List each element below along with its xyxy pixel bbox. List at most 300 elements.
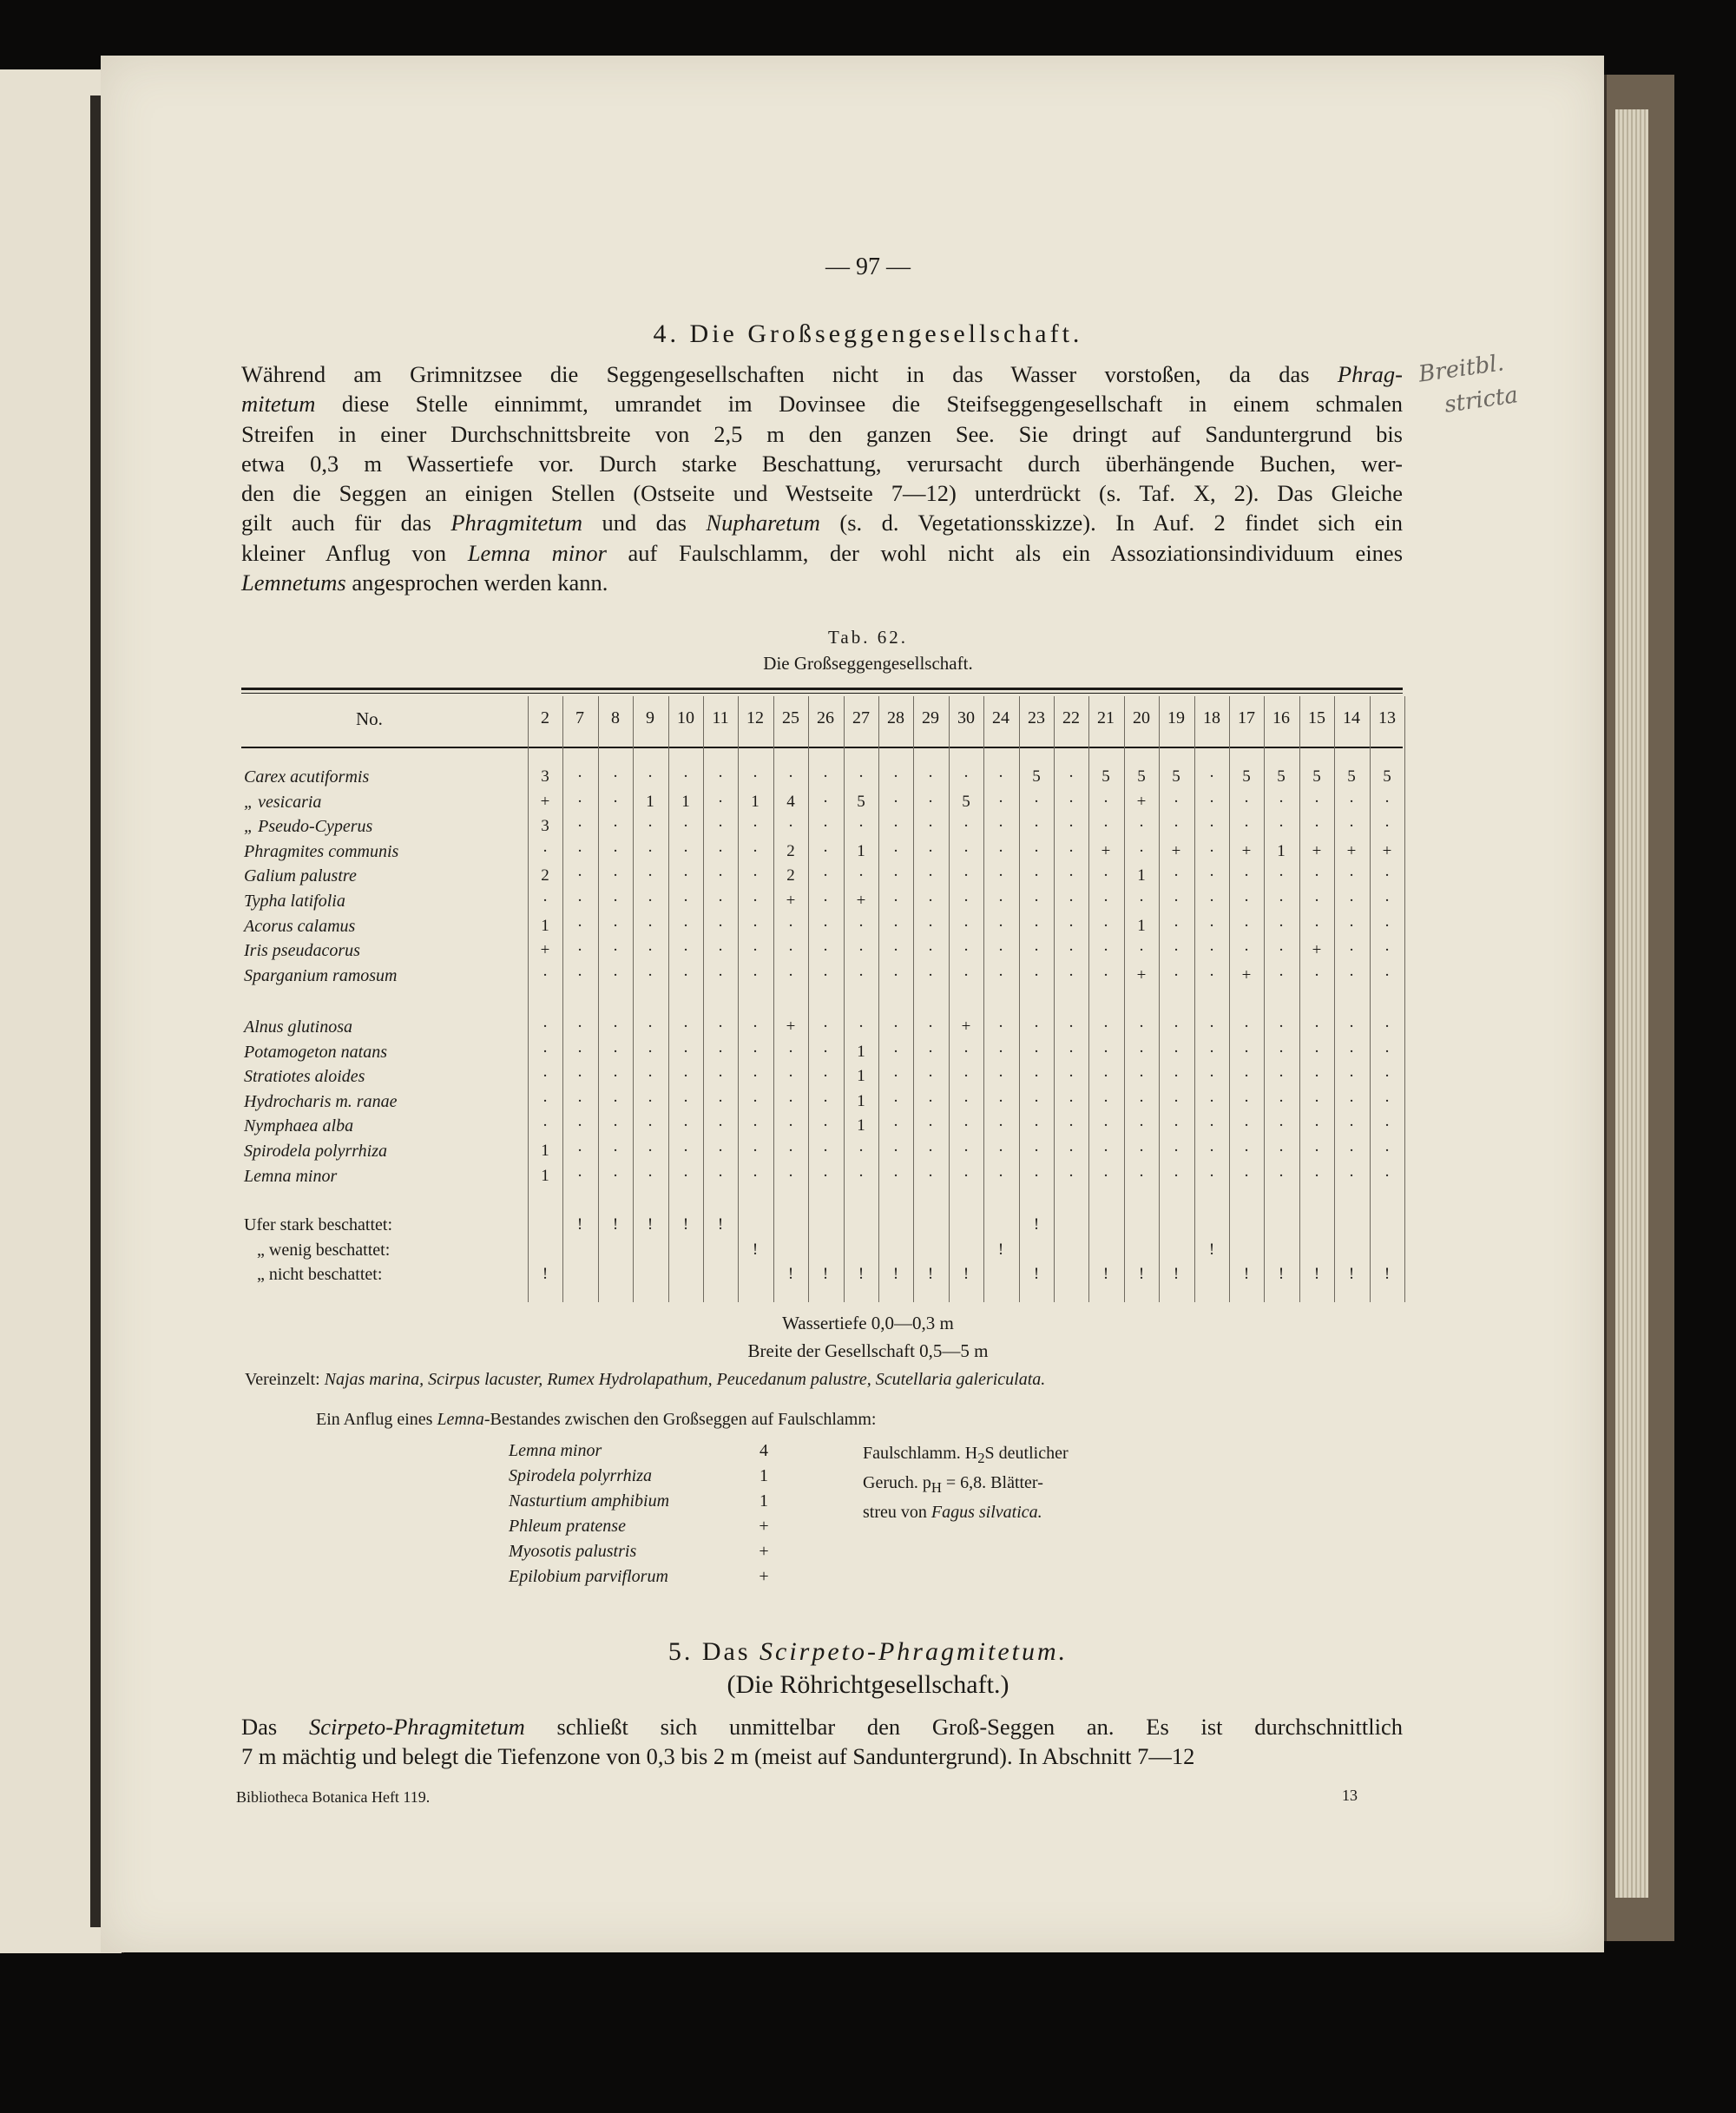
table-cell: · xyxy=(1138,841,1145,860)
table-cell: · xyxy=(752,866,759,885)
column-separator xyxy=(528,696,529,1302)
species-name: Stratiotes aloides xyxy=(244,1067,365,1087)
table-cell: · xyxy=(717,792,724,811)
table-cell: · xyxy=(1102,892,1109,910)
table-cell: · xyxy=(1033,1042,1040,1061)
section-5-paragraph xyxy=(241,1712,1403,1772)
table-cell: · xyxy=(1208,792,1215,811)
table-cell: · xyxy=(717,1017,724,1036)
table-cell: · xyxy=(927,1166,934,1185)
table-cell: · xyxy=(858,916,865,935)
table-cell: · xyxy=(963,1042,970,1061)
table-cell: · xyxy=(1348,792,1355,811)
table-cell: · xyxy=(963,1116,970,1135)
table-cell: · xyxy=(927,767,934,786)
table-cell: · xyxy=(858,1017,865,1036)
table-cell: · xyxy=(1208,1116,1215,1135)
table-cell: · xyxy=(682,1142,689,1160)
table-cell: · xyxy=(612,1042,619,1061)
table-cell: · xyxy=(997,1091,1004,1110)
table-cell: · xyxy=(997,892,1004,910)
table-cell: · xyxy=(682,1091,689,1110)
table-header-cell: 23 xyxy=(1028,708,1045,727)
table-cell: · xyxy=(892,1091,899,1110)
table-cell: · xyxy=(963,965,970,984)
table-cell: · xyxy=(1068,1116,1075,1135)
table-header-cell: 13 xyxy=(1378,708,1396,727)
table-cell: · xyxy=(1068,767,1075,786)
table-cell: · xyxy=(576,792,583,811)
table-cell: · xyxy=(1068,916,1075,935)
table-cell: · xyxy=(1348,1017,1355,1036)
table-cell: · xyxy=(1278,941,1285,960)
table-cell: · xyxy=(1313,1017,1320,1036)
table-cell: · xyxy=(1102,941,1109,960)
table-cell: · xyxy=(997,817,1004,836)
table-cell: · xyxy=(1208,941,1215,960)
table-cell: · xyxy=(892,1042,899,1061)
table-cell: · xyxy=(892,916,899,935)
table-cell: · xyxy=(1102,866,1109,885)
table-cell: · xyxy=(647,767,654,786)
table-header-cell: 28 xyxy=(887,708,904,727)
table-cell: · xyxy=(927,817,934,836)
table-cell: · xyxy=(1068,841,1075,860)
table-cell: 5 xyxy=(1312,767,1321,786)
table-cell: ! xyxy=(542,1265,549,1284)
table-cell: · xyxy=(1278,1166,1285,1185)
table-cell: · xyxy=(1033,1091,1040,1110)
species-name: Galium palustre xyxy=(244,866,357,886)
table-cell: + xyxy=(1312,941,1322,960)
table-header-cell: 8 xyxy=(611,708,620,727)
table-cell: · xyxy=(1173,1116,1180,1135)
table-cell: · xyxy=(542,892,549,910)
table-cell: ! xyxy=(927,1265,934,1284)
table-cell: · xyxy=(1384,1042,1391,1061)
column-separator xyxy=(1088,696,1089,1302)
table-cell: · xyxy=(1102,1042,1109,1061)
sporadic-species: Vereinzelt: Najas marina, Scirpus lacuster, Rumex Hydrolapathum, Peucedanum palustre, Scutellaria galericulata. xyxy=(245,1370,1046,1389)
table-header-no: No. xyxy=(356,708,383,729)
table-cell: · xyxy=(927,1116,934,1135)
table-cell: · xyxy=(576,941,583,960)
table-cell: · xyxy=(717,892,724,910)
table-cell: + xyxy=(1346,841,1357,860)
table-cell: 1 xyxy=(857,1067,865,1086)
table-cell: · xyxy=(997,1067,1004,1086)
paragraph-line: gilt auch für das Phragmitetum und das Nupharetum (s. d. Vegetationsskizze). In Auf. 2 findet sich ein xyxy=(241,510,1403,536)
table-cell: · xyxy=(717,1042,724,1061)
table-cell: · xyxy=(1173,866,1180,885)
table-cell: · xyxy=(1348,1116,1355,1135)
table-cell: · xyxy=(1068,1091,1075,1110)
table-cell: 1 xyxy=(1137,916,1146,935)
table-cell: · xyxy=(542,1116,549,1135)
table-cell: · xyxy=(997,841,1004,860)
table-cell: · xyxy=(717,941,724,960)
table-cell: · xyxy=(858,941,865,960)
table-cell: · xyxy=(1243,1142,1250,1160)
table-cell: · xyxy=(717,916,724,935)
table-cell: · xyxy=(682,1116,689,1135)
margin-note-stricta: stricta xyxy=(1443,382,1520,418)
table-cell: · xyxy=(612,817,619,836)
table-header-cell: 9 xyxy=(646,708,654,727)
table-cell: · xyxy=(1102,1091,1109,1110)
shade-row-label: „ wenig beschattet: xyxy=(257,1240,391,1260)
table-cell: · xyxy=(1278,1116,1285,1135)
species-name: Alnus glutinosa xyxy=(244,1017,353,1037)
table-cell: · xyxy=(1173,892,1180,910)
table-cell: ! xyxy=(682,1215,689,1234)
table-cell: · xyxy=(647,941,654,960)
table-cell: · xyxy=(542,1042,549,1061)
table-cell: · xyxy=(1278,817,1285,836)
table-cell: ! xyxy=(787,1265,794,1284)
table-cell: · xyxy=(822,1042,829,1061)
table-cell: · xyxy=(1033,1017,1040,1036)
table-cell: · xyxy=(963,892,970,910)
anflug-species-value: + xyxy=(759,1517,769,1536)
table-cell: · xyxy=(1068,1166,1075,1185)
table-cell: · xyxy=(1348,1067,1355,1086)
paragraph-line: etwa 0,3 m Wassertiefe vor. Durch starke Beschattung, verursacht durch überhängende Buchen, wer- xyxy=(241,450,1403,477)
table-cell: · xyxy=(1278,792,1285,811)
table-cell: · xyxy=(576,817,583,836)
table-cell: · xyxy=(892,792,899,811)
table-cell: 4 xyxy=(786,792,795,811)
table-cell: · xyxy=(1033,965,1040,984)
table-cell: · xyxy=(892,1067,899,1086)
table-cell: · xyxy=(576,866,583,885)
species-name: „ vesicaria xyxy=(244,792,322,812)
table-cell: · xyxy=(1313,1166,1320,1185)
table-cell: · xyxy=(647,892,654,910)
table-cell: · xyxy=(576,1067,583,1086)
table-header-cell: 26 xyxy=(817,708,834,727)
table-cell: ! xyxy=(1033,1215,1040,1234)
table-cell: · xyxy=(1208,817,1215,836)
table-cell: · xyxy=(576,916,583,935)
table-cell: · xyxy=(1348,1042,1355,1061)
table-cell: · xyxy=(1278,965,1285,984)
table-cell: · xyxy=(576,892,583,910)
table-cell: · xyxy=(1313,892,1320,910)
species-name: Iris pseudacorus xyxy=(244,941,360,961)
table-header-cell: 14 xyxy=(1343,708,1360,727)
table-cell: · xyxy=(1313,792,1320,811)
table-cell: + xyxy=(1136,792,1147,811)
table-cell: · xyxy=(822,916,829,935)
species-name: Hydrocharis m. ranae xyxy=(244,1091,398,1111)
table-header-cell: 27 xyxy=(852,708,870,727)
table-cell: · xyxy=(682,767,689,786)
column-separator xyxy=(1159,696,1160,1302)
anflug-species-value: 1 xyxy=(760,1491,768,1511)
table-cell: 1 xyxy=(857,1116,865,1135)
table-cell: · xyxy=(647,1091,654,1110)
table-cell: 5 xyxy=(1101,767,1110,786)
table-header-cell: 30 xyxy=(957,708,975,727)
table-cell: ! xyxy=(576,1215,583,1234)
table-cell: · xyxy=(542,1067,549,1086)
table-cell: · xyxy=(717,817,724,836)
table-cell: · xyxy=(822,817,829,836)
table-cell: 5 xyxy=(857,792,865,811)
table-cell: 1 xyxy=(541,916,549,935)
column-separator xyxy=(1404,696,1405,1302)
table-cell: · xyxy=(892,1017,899,1036)
table-cell: · xyxy=(1102,1166,1109,1185)
table-cell: · xyxy=(682,1067,689,1086)
table-cell: · xyxy=(1384,1067,1391,1086)
table-cell: · xyxy=(822,1067,829,1086)
table-cell: · xyxy=(576,1042,583,1061)
table-cell: ! xyxy=(1313,1265,1320,1284)
table-cell: · xyxy=(1173,965,1180,984)
table-cell: · xyxy=(927,892,934,910)
table-cell: · xyxy=(1033,841,1040,860)
table-cell: · xyxy=(1384,941,1391,960)
table-cell: · xyxy=(997,1116,1004,1135)
table-cell: · xyxy=(963,1091,970,1110)
column-separator xyxy=(1194,696,1195,1302)
table-cell: · xyxy=(1208,892,1215,910)
table-cell: · xyxy=(647,866,654,885)
table-cell: · xyxy=(997,767,1004,786)
table-cell: · xyxy=(1138,1042,1145,1061)
table-cell: · xyxy=(1173,941,1180,960)
table-cell: · xyxy=(1278,1091,1285,1110)
column-separator xyxy=(913,696,914,1302)
species-name: Acorus calamus xyxy=(244,916,356,936)
column-separator xyxy=(668,696,669,1302)
table-cell: · xyxy=(1068,866,1075,885)
table-cell: · xyxy=(822,892,829,910)
table-cell: · xyxy=(1102,817,1109,836)
table-cell: · xyxy=(1068,892,1075,910)
table-cell: · xyxy=(682,916,689,935)
table-cell: · xyxy=(1033,1166,1040,1185)
table-cell: · xyxy=(612,941,619,960)
table-cell: · xyxy=(858,866,865,885)
table-top-rule xyxy=(241,688,1403,690)
table-cell: · xyxy=(717,1116,724,1135)
table-cell: · xyxy=(1138,1091,1145,1110)
table-cell: · xyxy=(1384,1116,1391,1135)
table-cell: · xyxy=(1384,1017,1391,1036)
table-cell: · xyxy=(1138,941,1145,960)
table-cell: 1 xyxy=(541,1142,549,1160)
table-cell: · xyxy=(1348,965,1355,984)
table-cell: 1 xyxy=(751,792,760,811)
section-5-title: 5. Das Scirpeto-Phragmitetum. xyxy=(667,1637,1069,1666)
table-cell: · xyxy=(1243,916,1250,935)
table-cell: · xyxy=(1384,817,1391,836)
table-cell: · xyxy=(858,1142,865,1160)
table-cell: · xyxy=(752,817,759,836)
table-cell: · xyxy=(612,767,619,786)
table-cell: · xyxy=(892,941,899,960)
table-title: Die Großseggengesellschaft. xyxy=(763,653,973,674)
table-cell: · xyxy=(647,1116,654,1135)
species-name: Carex acutiformis xyxy=(244,767,370,787)
table-cell: 5 xyxy=(1172,767,1180,786)
table-cell: 5 xyxy=(1383,767,1391,786)
table-cell: + xyxy=(1241,965,1252,984)
table-cell: · xyxy=(612,866,619,885)
table-cell: · xyxy=(682,817,689,836)
table-cell: · xyxy=(1138,1142,1145,1160)
table-cell: 5 xyxy=(962,792,970,811)
shade-row-label: Ufer stark beschattet: xyxy=(244,1215,393,1234)
table-cell: · xyxy=(1033,817,1040,836)
table-cell: · xyxy=(787,1142,794,1160)
table-cell: · xyxy=(1348,866,1355,885)
anflug-species-name: Myosotis palustris xyxy=(509,1542,637,1561)
table-cell: · xyxy=(1384,1166,1391,1185)
table-cell: 2 xyxy=(786,841,795,860)
table-cell: ! xyxy=(997,1240,1004,1259)
table-header-cell: 17 xyxy=(1238,708,1255,727)
table-cell: + xyxy=(1241,841,1252,860)
table-cell: · xyxy=(963,866,970,885)
table-cell: 2 xyxy=(541,866,549,885)
table-cell: · xyxy=(892,1142,899,1160)
table-cell: ! xyxy=(1278,1265,1285,1284)
table-cell: · xyxy=(542,1091,549,1110)
table-cell: · xyxy=(892,866,899,885)
table-cell: · xyxy=(752,916,759,935)
species-name: „ Pseudo-Cyperus xyxy=(244,817,373,837)
table-cell: · xyxy=(576,1166,583,1185)
table-cell: · xyxy=(892,1116,899,1135)
table-cell: · xyxy=(576,1116,583,1135)
column-separator xyxy=(1019,696,1020,1302)
table-cell: + xyxy=(856,892,866,910)
table-cell: · xyxy=(576,1142,583,1160)
table-header-cell: 15 xyxy=(1308,708,1325,727)
section-4-paragraph xyxy=(241,359,1403,597)
table-cell: · xyxy=(1068,792,1075,811)
table-cell: · xyxy=(963,841,970,860)
anflug-species-name: Phleum pratense xyxy=(509,1517,626,1536)
table-cell: · xyxy=(1313,1042,1320,1061)
column-separator xyxy=(878,696,879,1302)
anflug-species-value: 1 xyxy=(760,1466,768,1485)
table-cell: ! xyxy=(612,1215,619,1234)
table-cell: · xyxy=(576,965,583,984)
table-header-cell: 12 xyxy=(746,708,764,727)
table-cell: · xyxy=(927,916,934,935)
table-cell: · xyxy=(1138,892,1145,910)
table-cell: + xyxy=(786,1017,796,1036)
table-cell: · xyxy=(752,1166,759,1185)
table-cell: ! xyxy=(1173,1265,1180,1284)
table-cell: · xyxy=(1208,866,1215,885)
table-cell: · xyxy=(682,841,689,860)
table-cell: · xyxy=(1313,1116,1320,1135)
table-cell: · xyxy=(1243,866,1250,885)
table-cell: · xyxy=(1243,1017,1250,1036)
table-cell: · xyxy=(927,1067,934,1086)
species-name: Lemna minor xyxy=(244,1166,338,1186)
table-cell: · xyxy=(576,1091,583,1110)
table-cell: · xyxy=(752,965,759,984)
table-cell: · xyxy=(1278,1067,1285,1086)
anflug-species-value: + xyxy=(759,1542,769,1561)
table-cell: · xyxy=(1243,941,1250,960)
table-cell: · xyxy=(647,916,654,935)
table-cell: 5 xyxy=(1242,767,1251,786)
table-cell: · xyxy=(1068,817,1075,836)
table-cell: · xyxy=(1313,965,1320,984)
table-cell: · xyxy=(892,841,899,860)
table-cell: · xyxy=(1278,916,1285,935)
table-cell: · xyxy=(1102,792,1109,811)
table-header-cell: 16 xyxy=(1272,708,1290,727)
table-cell: · xyxy=(1348,916,1355,935)
table-cell: 1 xyxy=(857,1042,865,1061)
table-cell: ! xyxy=(963,1265,970,1284)
table-cell: ! xyxy=(822,1265,829,1284)
table-cell: · xyxy=(717,965,724,984)
table-header-cell: 29 xyxy=(922,708,939,727)
table-cell: · xyxy=(997,941,1004,960)
anflug-species-value: + xyxy=(759,1567,769,1586)
table-cell: · xyxy=(997,1166,1004,1185)
table-cell: · xyxy=(1278,1142,1285,1160)
paragraph-line: Lemnetums angesprochen werden kann. xyxy=(241,569,608,596)
table-cell: · xyxy=(542,841,549,860)
table-cell: · xyxy=(997,1017,1004,1036)
table-cell: 3 xyxy=(541,817,549,836)
table-cell: · xyxy=(892,1166,899,1185)
column-separator xyxy=(1299,696,1300,1302)
table-cell: · xyxy=(963,1166,970,1185)
table-header-cell: 2 xyxy=(541,708,549,727)
table-cell: 1 xyxy=(1137,866,1146,885)
page-number: — 97 — xyxy=(825,253,911,280)
table-cell: · xyxy=(858,817,865,836)
column-separator xyxy=(773,696,774,1302)
table-cell: · xyxy=(717,1142,724,1160)
table-cell: ! xyxy=(1384,1265,1391,1284)
column-separator xyxy=(949,696,950,1302)
table-cell: · xyxy=(1313,1067,1320,1086)
table-cell: · xyxy=(997,965,1004,984)
table-cell: · xyxy=(787,941,794,960)
paragraph-line: Während am Grimnitzsee die Seggengesellschaften nicht in das Wasser vorstoßen, da das Phrag- xyxy=(241,361,1403,387)
table-cell: · xyxy=(682,1042,689,1061)
species-name: Sparganium ramosum xyxy=(244,965,398,985)
species-name: Spirodela polyrrhiza xyxy=(244,1142,388,1161)
table-cell: · xyxy=(1173,1142,1180,1160)
table-cell: + xyxy=(1382,841,1392,860)
anflug-note: Faulschlamm. $H_2S$ deutlicher Geruch. $p_H = 6,8$. Blätter- streu von Fagus silvatica. xyxy=(863,1444,1069,1522)
paragraph-line: den die Seggen an einigen Stellen (Ostseite und Westseite 7—12) unterdrückt (s. Taf. X, 2). Das Gleiche xyxy=(241,480,1403,507)
table-cell: · xyxy=(822,965,829,984)
table-cell: · xyxy=(787,965,794,984)
table-header-cell: 21 xyxy=(1097,708,1115,727)
paragraph-line: Das Scirpeto-Phragmitetum schließt sich unmittelbar den Groß-Seggen an. Es ist durchschnittlich xyxy=(241,1714,1404,1740)
table-cell: · xyxy=(612,841,619,860)
table-cell: · xyxy=(1313,817,1320,836)
table-cell: · xyxy=(927,965,934,984)
table-cell: · xyxy=(1208,916,1215,935)
table-cell: · xyxy=(1278,1042,1285,1061)
